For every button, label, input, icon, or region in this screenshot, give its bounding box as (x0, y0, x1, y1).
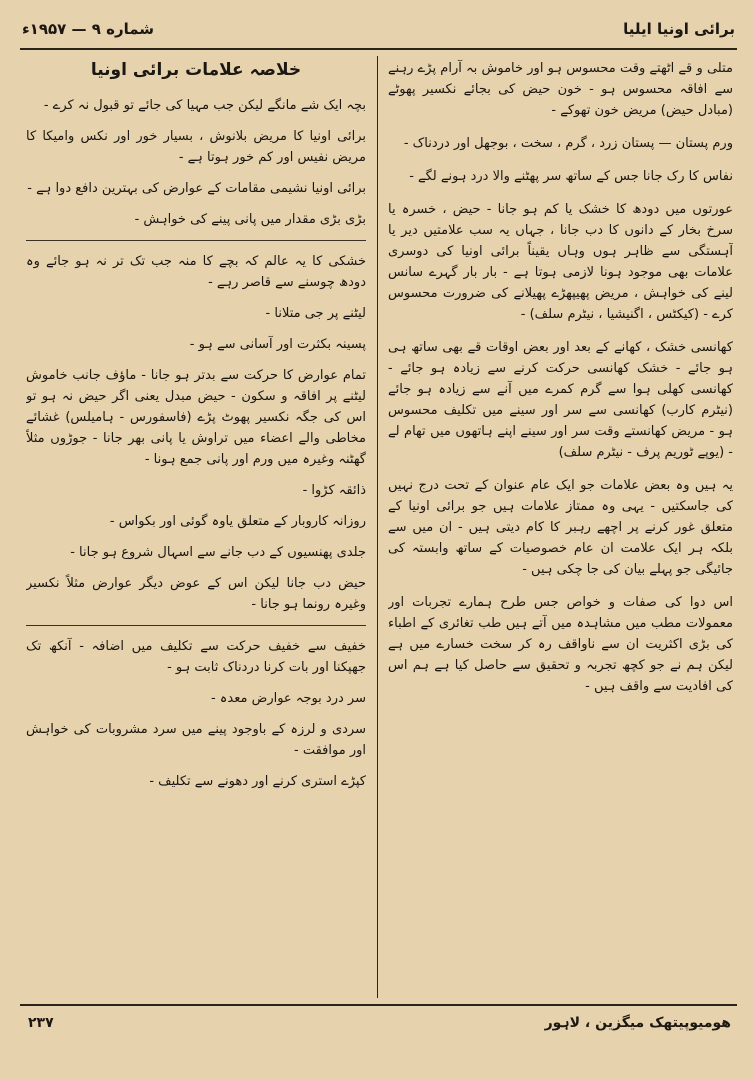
symptom-item: سر درد بوجہ عوارض معدہ - (210, 691, 366, 706)
symptom-item: جلدی پھنسیوں کے دب جانے سے اسہال شروع ہو جانا - (70, 545, 366, 560)
column-divider (377, 56, 378, 998)
right-column (388, 58, 733, 1000)
symptom-item: خفیف سے خفیف حرکت سے تکلیف میں اضافہ - آنکھ تک جھپکنا اور بات کرنا دردناک ثابت ہو - (26, 639, 366, 675)
paragraph: کھانسی خشک ، کھانے کے بعد اور بعض اوقات قے بھی ساتھ ہی ہو جائے - خشک کھانسی حرکت کرنے سے زیادہ ہو جائے - کھانسی کھلی ہوا سے گرم کمرے میں آنے سے زیادہ ہو جائے (نیٹرم کارب) کھانسی سے سر اور سینے میں تکلیف محسوس ہو - مریض کھانستے وقت سر اور سینے اپنے ہاتھوں میں تھام لے - (یوپے ٹوریم پرف - نیٹرم سلف) (388, 340, 733, 460)
symptom-item: کپڑے استری کرنے اور دھونے سے تکلیف - (149, 774, 366, 789)
paragraph: یہ ہیں وہ بعض علامات جو ایک عام عنوان کے تحت درج نہیں کی جاسکتیں - یہی وہ ممتاز علامات ہیں جو برائی اونیا کے متعلق غور کرنے پر اچھے رہبر کا کام دیتی ہیں - ان میں سے بلکہ ہر ایک علامت ان عام خصوصیات کے ساتھ وابستہ کی جائیگی جو پہلے بیان کی جا چکی ہیں - (388, 478, 733, 577)
paragraph: اس دوا کی صفات و خواص جس طرح ہمارے تجربات اور معمولات مطب میں مشاہدہ میں آتے ہیں طب تغائری کے اطباء کی بڑی اکثریت ان سے ناواقف رہ کر سخت خسارے میں ہے لیکن ہم نے جو کچھ تجربہ و تحقیق سے حاصل کیا ہے ہم اس کی افادیت سے واقف ہیں - (388, 595, 733, 694)
symptom-item: تمام عوارض کا حرکت سے بدتر ہو جانا - ماؤف جانب خاموش لیٹنے پر افاقہ و سکون - حیض مبدل یعنی اگر حیض نہ ہو تو اس کی جگہ نکسیر پھوٹ پڑے (فاسفورس - ہامیلس) غشائے مخاطی والے اعضاء میں تراوش یا پانی بھر جانا - جوڑوں مثلاً گھٹنہ وغیرہ میں ورم اور پانی جمع ہونا - (26, 368, 366, 467)
page-header (22, 14, 735, 44)
symptom-item: برائی اونیا کا مریض بلانوش ، بسیار خور اور نکس وامیکا کا مریض نفیس اور کم خور ہوتا ہے - (26, 129, 366, 165)
publisher-name: هومیوپیتھک میگزین ، لاہور (544, 1015, 731, 1031)
symptom-item: سردی و لرزہ کے باوجود پینے میں سرد مشروبات کی خواہش اور موافقت - (26, 722, 366, 758)
symptom-item: بچہ ایک شے مانگے لیکن جب مہیا کی جائے تو قبول نہ کرے - (43, 98, 366, 113)
symptom-item: روزانہ کاروبار کے متعلق یاوہ گوئی اور بکواس - (109, 514, 366, 529)
footer-rule (20, 1004, 737, 1006)
header-rule (20, 48, 737, 50)
symptom-item: بڑی بڑی مقدار میں پانی پینے کی خواہش - (134, 212, 366, 227)
symptom-item: پسینہ بکثرت اور آسانی سے ہو - (189, 337, 366, 352)
symptom-item: لیٹنے پر جی متلانا - (265, 306, 366, 321)
symptom-item: برائی اونیا نشیمی مقامات کے عوارض کی بہترین دافع دوا ہے - (27, 181, 366, 196)
paragraph: ورم پستان — پستان زرد ، گرم ، سخت ، بوجھل اور دردناک - (403, 136, 733, 151)
item-separator (26, 240, 366, 241)
symptom-item: خشکی کا یہ عالم کہ بچے کا منہ جب تک تر نہ ہو جائے وہ دودھ چوسنے سے قاصر رہے - (26, 254, 366, 290)
paragraph: نفاس کا رک جانا جس کے ساتھ سر پھٹنے والا درد ہونے لگے - (409, 169, 733, 184)
item-separator (26, 625, 366, 626)
issue-number: شماره ۹ — ۱۹۵۷ء (22, 20, 155, 38)
page-footer (28, 1010, 731, 1036)
section-title: خلاصہ علامات برائی اونیا (90, 60, 302, 80)
page-number: ۲۳۷ (28, 1015, 54, 1031)
symptom-item: حیض دب جانا لیکن اس کے عوض دیگر عوارض مثلاً نکسیر وغیرہ رونما ہو جانا - (26, 576, 366, 612)
paragraph: متلی و قے اٹھتے وقت محسوس ہو اور خاموش بہ آرام پڑے رہنے سے افاقہ محسوس ہو - خون حیض کی بجائے نکسیر پھوٹے (مبادل حیض) مریض خون تھوکے - (388, 61, 733, 118)
left-column (26, 58, 366, 1000)
running-title: برائی اونیا ایلیا (623, 20, 735, 38)
symptom-item: ذائقہ کڑوا - (302, 483, 366, 498)
paragraph: عورتوں میں دودھ کا خشک یا کم ہو جانا - حیض ، خسرہ یا سرخ بخار کے دانوں کا دب جانا ، جہاں یہ سب علامتیں دیر یا آہستگی سے ظاہر ہوں وہاں یقیناً برائی اونیا کی دوسری علامات بھی موجود ہونا لازمی ہوتا ہے - بار بار گہرے سانس لینے کی خواہش ، مریض پھیپھڑے پھیلانے کی ضرورت محسوس کرے - (کیکٹس ، اگنیشیا ، نیٹرم سلف) - (388, 202, 733, 322)
